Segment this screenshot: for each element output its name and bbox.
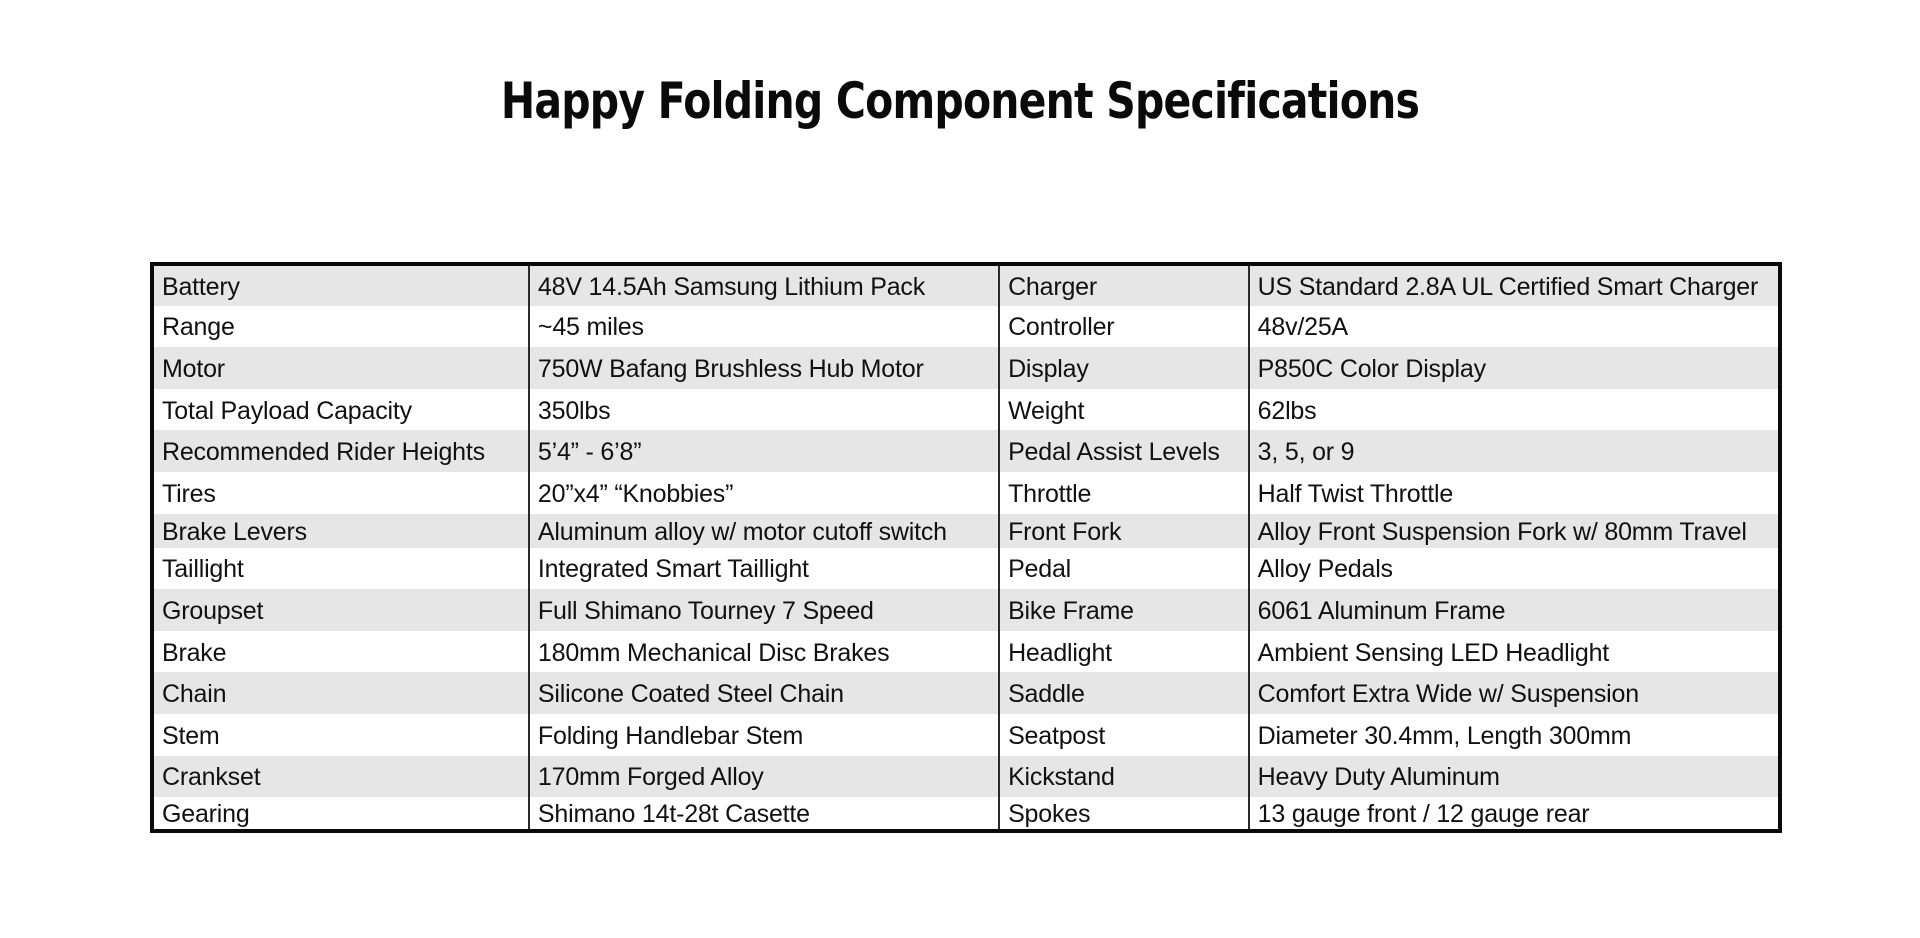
table-row xyxy=(152,714,1780,756)
spec-value: 3, 5, or 9 xyxy=(1249,430,1780,472)
table-row xyxy=(152,389,1780,431)
table-row xyxy=(152,797,1780,831)
spec-value: 750W Bafang Brushless Hub Motor xyxy=(529,347,999,389)
spec-value: US Standard 2.8A UL Certified Smart Charger xyxy=(1249,264,1780,306)
spec-value: Alloy Pedals xyxy=(1249,548,1780,590)
table-row xyxy=(152,472,1780,514)
spec-label: Groupset xyxy=(152,589,529,631)
spec-label: Display xyxy=(999,347,1249,389)
spec-value: 180mm Mechanical Disc Brakes xyxy=(529,631,999,673)
spec-label: Pedal Assist Levels xyxy=(999,430,1249,472)
table-row xyxy=(152,672,1780,714)
specifications-table xyxy=(150,262,1782,833)
table-row xyxy=(152,589,1780,631)
spec-label: Crankset xyxy=(152,756,529,798)
spec-value: Comfort Extra Wide w/ Suspension xyxy=(1249,672,1780,714)
specifications-table-body xyxy=(152,264,1780,831)
spec-value: P850C Color Display xyxy=(1249,347,1780,389)
table-row xyxy=(152,548,1780,590)
table-row xyxy=(152,631,1780,673)
spec-value: 6061 Aluminum Frame xyxy=(1249,589,1780,631)
spec-label: Taillight xyxy=(162,555,244,584)
spec-value: Aluminum alloy w/ motor cutoff switch xyxy=(529,514,999,548)
spec-value: Folding Handlebar Stem xyxy=(529,714,999,756)
spec-label: Motor xyxy=(152,347,529,389)
spec-value: Ambient Sensing LED Headlight xyxy=(1249,631,1780,673)
spec-value: 48V 14.5Ah Samsung Lithium Pack xyxy=(529,264,999,306)
spec-label: Stem xyxy=(162,721,220,750)
spec-value: 5’4” - 6’8” xyxy=(529,430,999,472)
spec-label: Bike Frame xyxy=(999,589,1249,631)
spec-value: Full Shimano Tourney 7 Speed xyxy=(529,589,999,631)
page-title: Happy Folding Component Specifications xyxy=(500,72,1420,130)
spec-label: Recommended Rider Heights xyxy=(152,430,529,472)
spec-label: Spokes xyxy=(999,797,1249,831)
spec-label: Brake xyxy=(162,638,227,667)
spec-label: Gearing xyxy=(162,800,250,829)
spec-label: Tires xyxy=(162,479,216,508)
spec-value: Heavy Duty Aluminum xyxy=(1249,756,1780,798)
table-row xyxy=(152,264,1780,306)
spec-label: Saddle xyxy=(999,672,1249,714)
spec-label: Total Payload Capacity xyxy=(162,396,412,425)
spec-label: Headlight xyxy=(999,631,1249,673)
table-row xyxy=(152,514,1780,548)
spec-label: Charger xyxy=(999,264,1249,306)
spec-label: Chain xyxy=(152,672,529,714)
spec-value: Alloy Front Suspension Fork w/ 80mm Travel xyxy=(1249,514,1780,548)
table-row xyxy=(152,430,1780,472)
spec-value: 62lbs xyxy=(1249,389,1780,431)
spec-value: 170mm Forged Alloy xyxy=(529,756,999,798)
spec-value: Half Twist Throttle xyxy=(1249,472,1780,514)
spec-label: Pedal xyxy=(999,548,1249,590)
spec-label: Range xyxy=(162,313,235,342)
spec-value: Shimano 14t-28t Casette xyxy=(529,797,999,831)
spec-label: Controller xyxy=(999,306,1249,348)
table-row xyxy=(152,756,1780,798)
spec-value: 48v/25A xyxy=(1249,306,1780,348)
spec-value: 13 gauge front / 12 gauge rear xyxy=(1249,797,1780,831)
spec-value: Integrated Smart Taillight xyxy=(529,548,999,590)
spec-label: Seatpost xyxy=(999,714,1249,756)
spec-label: Throttle xyxy=(999,472,1249,514)
table-row xyxy=(152,306,1780,348)
spec-value: Diameter 30.4mm, Length 300mm xyxy=(1249,714,1780,756)
spec-label: Weight xyxy=(999,389,1249,431)
spec-value: Silicone Coated Steel Chain xyxy=(529,672,999,714)
table-row xyxy=(152,347,1780,389)
spec-label: Kickstand xyxy=(999,756,1249,798)
spec-label: Battery xyxy=(152,264,529,306)
spec-value: ~45 miles xyxy=(529,306,999,348)
spec-value: 20”x4” “Knobbies” xyxy=(529,472,999,514)
spec-value: 350lbs xyxy=(529,389,999,431)
spec-label: Brake Levers xyxy=(152,514,529,548)
spec-label: Front Fork xyxy=(999,514,1249,548)
